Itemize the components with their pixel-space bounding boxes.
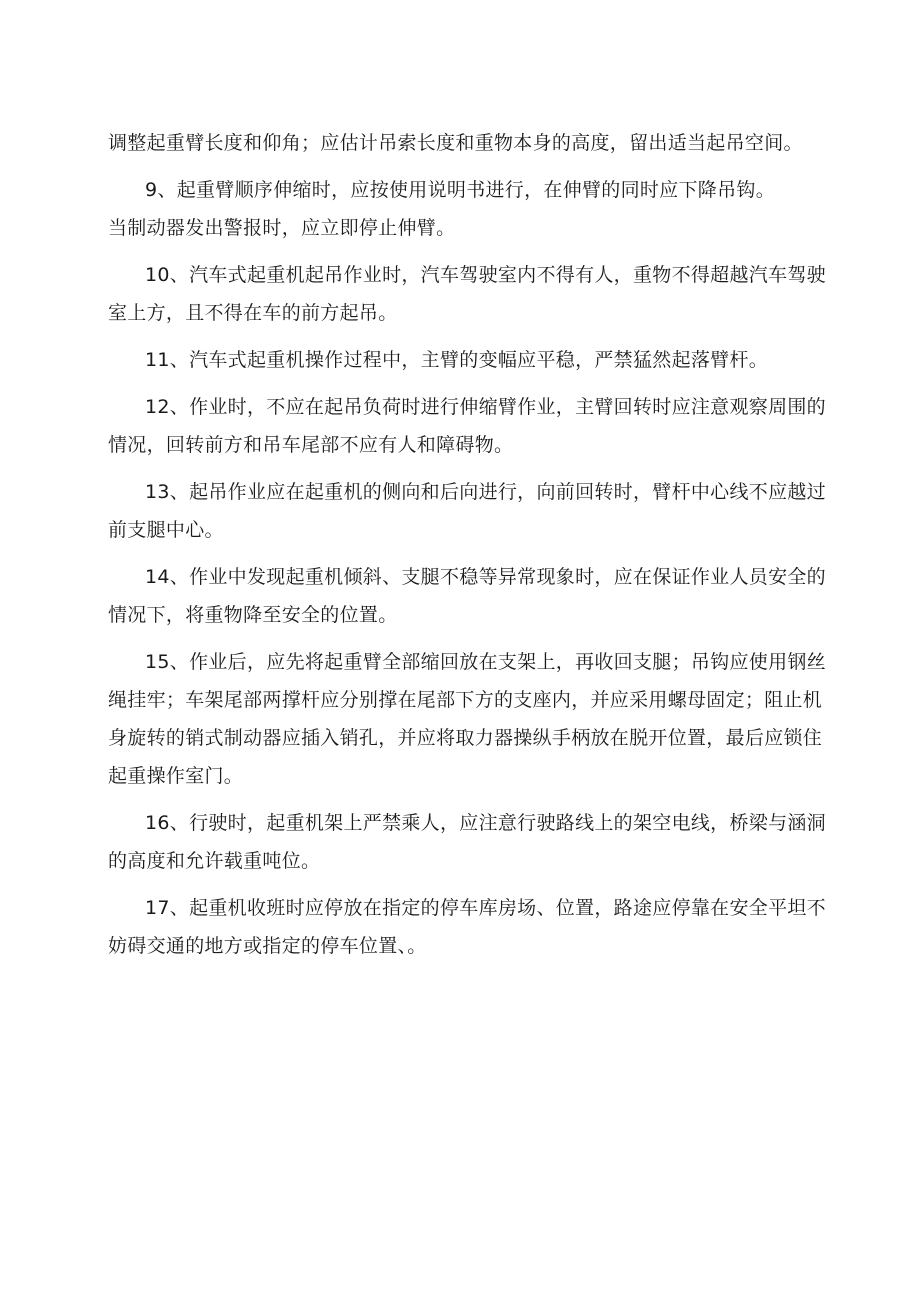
paragraph-item-11: 11、汽车式起重机操作过程中，主臂的变幅应平稳，严禁猛然起落臂杆。 (145, 349, 769, 371)
document-body (108, 124, 828, 965)
paragraph-item-13: 13、起吊作业应在起重机的侧向和后向进行，向前回转时，臂杆中心线不应越过前支腿中心。 (108, 481, 826, 541)
paragraph-item-10: 10、汽车式起重机起吊作业时，汽车驾驶室内不得有人，重物不得超越汽车驾驶室上方，且不得在车的前方起吊。 (108, 264, 826, 324)
paragraph-continued: 调整起重臂长度和仰角；应估计吊索长度和重物本身的高度，留出适当起吊空间。 (108, 132, 803, 154)
paragraph-item-14: 14、作业中发现起重机倾斜、支腿不稳等异常现象时，应在保证作业人员安全的情况下，将重物降至安全的位置。 (108, 566, 826, 626)
paragraph-item-12: 12、作业时，不应在起吊负荷时进行伸缩臂作业，主臂回转时应注意观察周围的情况，回转前方和吊车尾部不应有人和障碍物。 (108, 396, 826, 456)
paragraph-item-16: 16、行驶时，起重机架上严禁乘人，应注意行驶路线上的架空电线，桥梁与涵洞的高度和允许载重吨位。 (108, 812, 826, 872)
paragraph-item-15: 15、作业后，应先将起重臂全部缩回放在支架上，再收回支腿；吊钩应使用钢丝绳挂牢；车架尾部两撑杆应分别撑在尾部下方的支座内，并应采用螺母固定；阻止机身旋转的销式制动器应插入销孔，并应将取力器操纵手柄放在脱开位置，最后应锁住起重操作室门。 (108, 651, 826, 787)
paragraph-item-17: 17、起重机收班时应停放在指定的停车库房场、位置，路途应停靠在安全平坦不妨碍交通的地方或指定的停车位置、。 (108, 897, 826, 957)
paragraph-item-9: 9、起重臂顺序伸缩时，应按使用说明书进行，在伸臂的同时应下降吊钩。 当制动器发出警报时，应立即停止伸臂。 (108, 179, 775, 239)
